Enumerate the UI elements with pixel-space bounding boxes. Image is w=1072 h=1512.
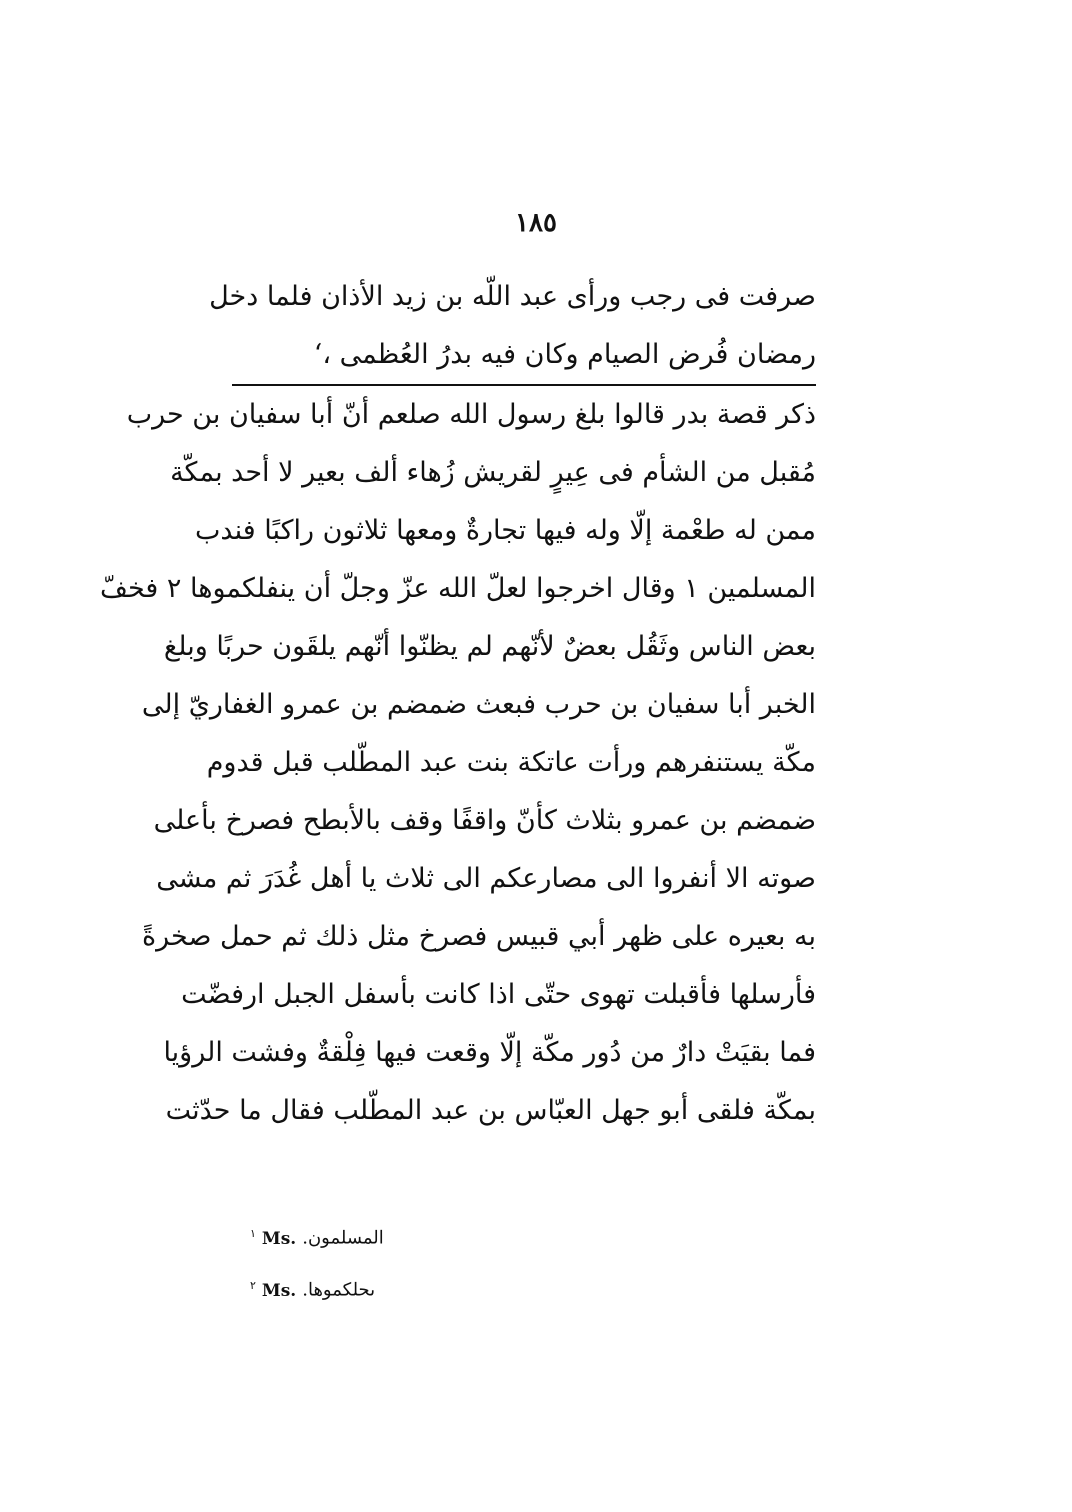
text-line: صرفت فى رجب ورأى عبد اللّه بن زيد الأذان فلما دخل xyxy=(209,281,816,312)
footnote-prefix: Ms. xyxy=(261,1280,297,1301)
text-line: بعض الناس وثَقُل بعضٌ لأنّهم لم يظنّوا أنّهم يلقَون حربًا وبلغ xyxy=(163,631,816,662)
text-line: به بعيره على ظهر أبي قبيس فصرخ مثل ذلك ثم حمل صخرةً xyxy=(142,921,816,952)
text-line: فما بقيَتْ دارٌ من دُور مكّة إلّا وقعت فيها فِلْقةٌ وفشت الرؤيا xyxy=(163,1037,816,1068)
footnote xyxy=(250,1208,450,1260)
footnotes xyxy=(250,1208,450,1312)
text-line: فأرسلها فأقبلت تهوى حتّى اذا كانت بأسفل الجبل ارفضّت xyxy=(181,979,816,1010)
footnote-text: المسلمون. xyxy=(302,1227,384,1249)
text-line: بمكّة فلقى أبو جهل العبّاس بن عبد المطّلب فقال ما حدّثت xyxy=(165,1095,816,1126)
text-line: ممن له طعْمة إلّا وله فيها تجارةٌ ومعها ثلاثون راكبًا فندب xyxy=(195,515,816,546)
footnote-marker: ٢ xyxy=(250,1279,256,1292)
text-line: مُقبل من الشأم فى عِيرٍ لقريش زُهاء ألف بعير لا أحد بمكّة xyxy=(170,457,816,488)
footnote-text: ىحلكموها. xyxy=(302,1279,376,1301)
text-line: ذكر قصة بدر قالوا بلغ رسول الله صلعم أنّ أبا سفيان بن حرب xyxy=(126,399,816,430)
footnote-prefix: Ms. xyxy=(261,1228,297,1249)
text-line: المسلمين ١ وقال اخرجوا لعلّ الله عزّ وجلّ أن ينفلكموها ٢ فخفّ xyxy=(100,573,816,604)
text-line: مكّة يستنفرهم ورأت عاتكة بنت عبد المطّلب قبل قدوم xyxy=(206,747,816,778)
page-number: ١٨٥ xyxy=(515,208,557,238)
main-text xyxy=(100,268,816,1140)
text-line: رمضان فُرض الصيام وكان فيه بدرُ العُظمى ،‘ xyxy=(313,339,816,370)
footnote xyxy=(250,1260,450,1312)
footnote-marker: ١ xyxy=(250,1227,256,1240)
text-line: الخبر أبا سفيان بن حرب فبعث ضمضم بن عمرو الغفاريّ إلى xyxy=(141,689,816,720)
text-line: ضمضم بن عمرو بثلاث كأنّ واقفًا وقف بالأبطح فصرخ بأعلى xyxy=(153,805,816,836)
text-line: صوته الا أنفروا الى مصارعكم الى ثلاث يا أهل غُدَرَ ثم مشى xyxy=(156,863,816,894)
